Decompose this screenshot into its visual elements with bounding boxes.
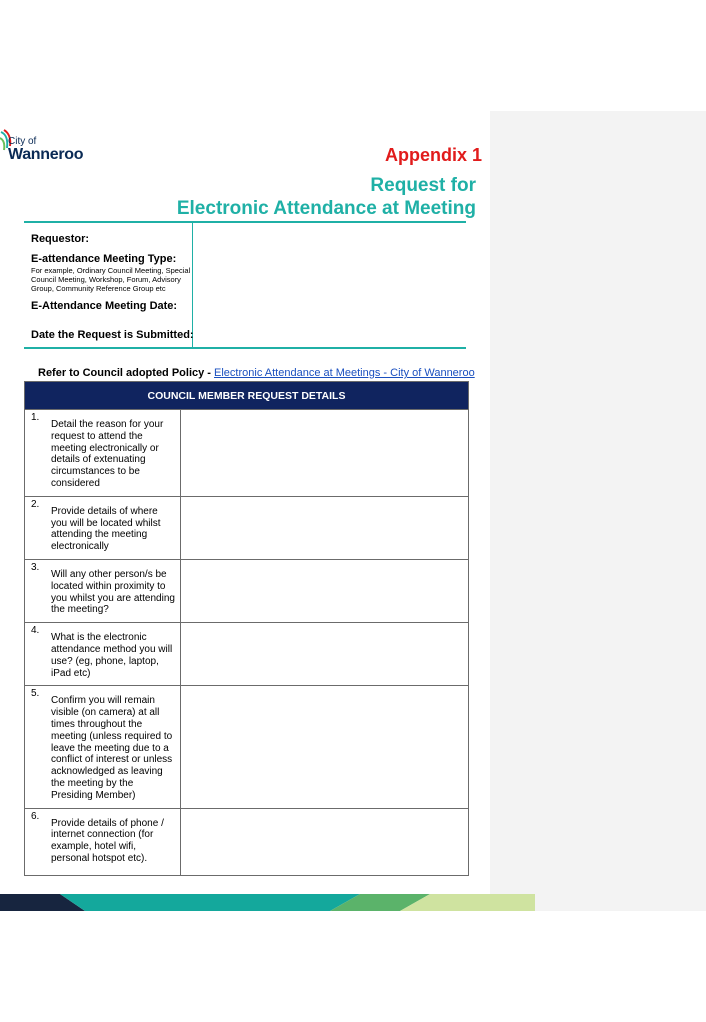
table-row [25, 686, 469, 808]
meeting-date-label: E-Attendance Meeting Date: [31, 300, 178, 312]
footer-decorative-bar [0, 894, 535, 911]
comment-margin-panel [490, 111, 706, 911]
logo-text-small: City of [8, 136, 37, 147]
requestor-label: Requestor: [31, 233, 90, 245]
question-text: Provide details of where you will be located whilst attending the meeting electronically [51, 505, 161, 553]
answer-cell[interactable] [181, 686, 469, 808]
question-text: Detail the reason for your request to attend the meeting electronically or details of extenuating circumstances to be considered [51, 419, 164, 489]
question-text: Provide details of phone / internet connection (for example, hotel wifi, personal hotspot etc). [51, 817, 164, 864]
table-row [25, 410, 469, 497]
table-row [25, 496, 469, 559]
policy-reference-prefix: Refer to Council adopted Policy - [38, 367, 215, 379]
question-cell [25, 496, 181, 559]
top-divider [24, 221, 466, 223]
logo-text-big: Wanneroo [8, 146, 84, 163]
question-text: Confirm you will remain visible (on camera) at all times throughout the meeting (unless required to leave the meeting due to a conflict of interest or unless acknowledged as leaving the meeting by the Presiding Member) [51, 695, 173, 801]
question-cell [25, 808, 181, 875]
appendix-label: Appendix 1 [384, 145, 482, 165]
answer-cell[interactable] [181, 496, 469, 559]
question-text: What is the electronic attendance method you will use? (eg, phone, laptop, iPad etc) [51, 632, 173, 679]
question-number: 5. [31, 688, 40, 700]
question-number: 3. [31, 561, 40, 573]
question-text: Will any other person/s be located within proximity to you whilst you are attending the meeting? [51, 568, 175, 616]
bottom-divider [24, 347, 466, 349]
submitted-date-label: Date the Request is Submitted: [31, 329, 194, 341]
question-number: 6. [31, 810, 40, 822]
meeting-type-label: E-attendance Meeting Type: [31, 253, 177, 265]
policy-link[interactable]: Electronic Attendance at Meetings - City of Wanneroo [214, 367, 475, 379]
question-cell [25, 623, 181, 686]
table-row [25, 623, 469, 686]
answer-cell[interactable] [181, 559, 469, 622]
policy-reference [38, 367, 475, 379]
question-number: 2. [31, 498, 40, 510]
question-cell [25, 410, 181, 497]
table-row [25, 808, 469, 875]
question-number: 4. [31, 625, 40, 637]
question-number: 1. [31, 412, 40, 423]
page-title-line1: Request for [370, 175, 476, 196]
answer-cell[interactable] [181, 410, 469, 497]
question-cell [25, 686, 181, 808]
meeting-type-hint: For example, Ordinary Council Meeting, Special Council Meeting, Workshop, Forum, Advisory Group, Community Reference Group etc [31, 266, 191, 293]
question-cell [25, 559, 181, 622]
request-details-table [24, 381, 469, 876]
table-heading: COUNCIL MEMBER REQUEST DETAILS [25, 382, 469, 410]
table-row [25, 559, 469, 622]
page-title-line2: Electronic Attendance at Meeting [176, 198, 476, 219]
answer-cell[interactable] [181, 808, 469, 875]
answer-cell[interactable] [181, 623, 469, 686]
